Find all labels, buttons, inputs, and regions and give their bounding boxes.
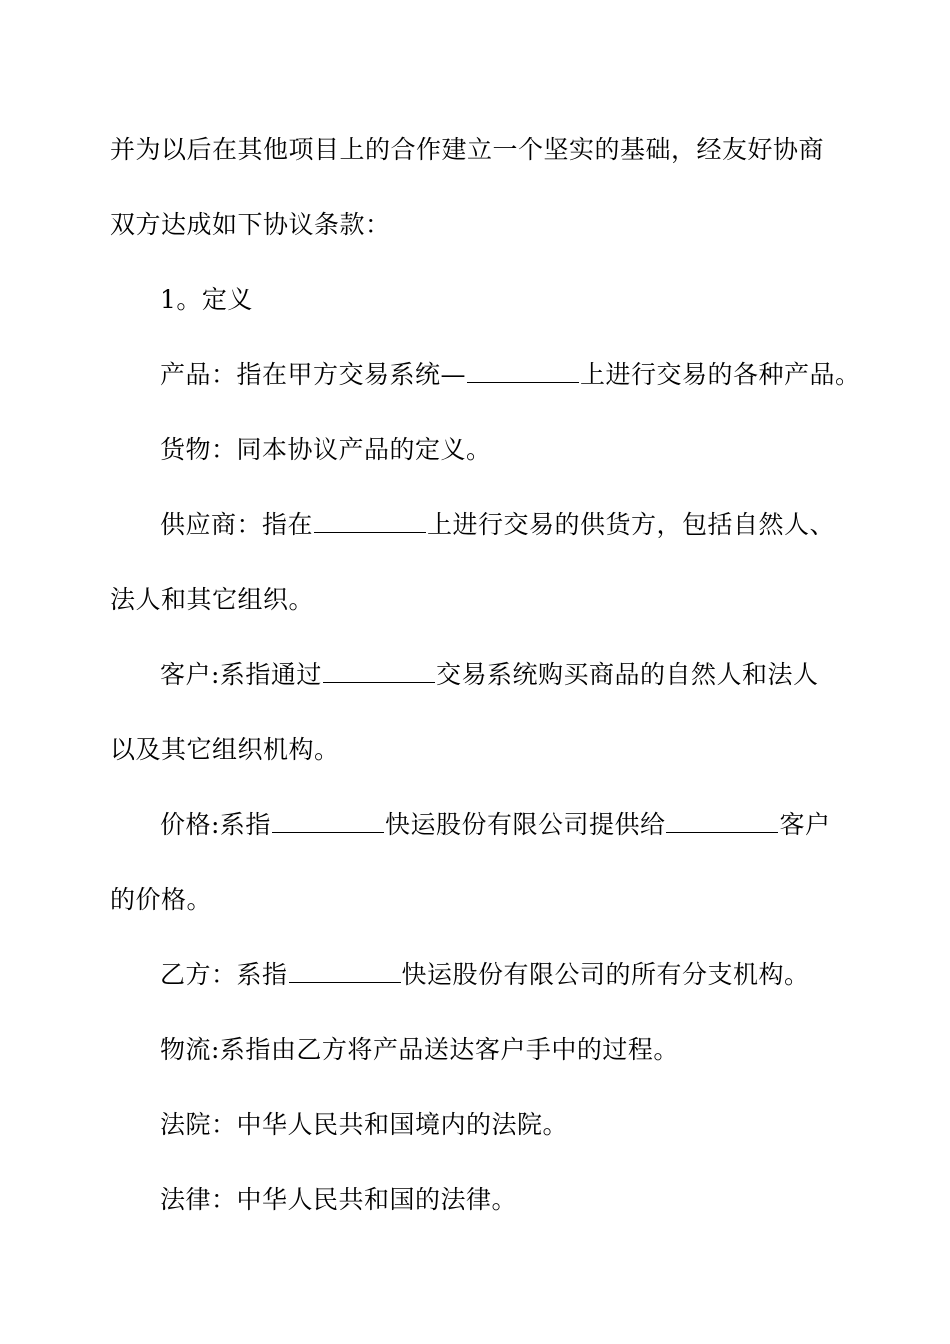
line-text: 产品：指在甲方交易系统— [160,360,467,389]
paragraph-line [110,884,212,916]
fill-blank [323,660,435,683]
line-text: 乙方：系指 [160,960,288,989]
definition-product [160,359,861,391]
definition-price [160,809,830,841]
line-text: 上进行交易的各种产品。 [580,360,861,389]
paragraph-line [110,209,391,241]
line-text: 价格:系指 [160,810,271,839]
line-text: 并为以后在其他项目上的合作建立一个坚实的基础，经友好协商 [110,135,825,164]
line-text: 1。定义 [160,285,253,314]
definition-logistics [160,1034,679,1066]
fill-blank [272,810,384,833]
fill-blank [467,360,579,383]
fill-blank [314,510,426,533]
line-text: 上进行交易的供货方，包括自然人、 [427,510,836,539]
line-text: 双方达成如下协议条款： [110,210,391,239]
paragraph-line [110,734,340,766]
paragraph-line [110,134,824,166]
definition-goods [160,434,492,466]
line-text: 快运股份有限公司提供给 [384,810,666,839]
line-text: 货物：同本协议产品的定义。 [160,435,492,464]
line-text: 法律：中华人民共和国的法律。 [160,1185,518,1214]
definition-court [160,1109,568,1141]
line-text: 客户:系指通过 [160,660,322,689]
line-text: 以及其它组织机构。 [110,735,340,764]
definition-party-b [160,959,810,991]
line-text: 物流:系指由乙方将产品送达客户手中的过程。 [160,1035,679,1064]
line-text: 交易系统购买商品的自然人和法人 [435,660,819,689]
line-text: 法人和其它组织。 [110,585,315,614]
fill-blank [289,960,401,983]
definition-law [160,1184,517,1216]
line-text: 供应商：指在 [160,510,314,539]
fill-blank [666,810,778,833]
section-heading [160,284,253,316]
line-text: 客户 [779,810,831,839]
definition-supplier [160,509,835,541]
line-text: 快运股份有限公司的所有分支机构。 [401,960,810,989]
paragraph-line [110,584,314,616]
line-text: 的价格。 [110,885,213,914]
line-text: 法院：中华人民共和国境内的法院。 [160,1110,569,1139]
definition-customer [160,659,818,691]
